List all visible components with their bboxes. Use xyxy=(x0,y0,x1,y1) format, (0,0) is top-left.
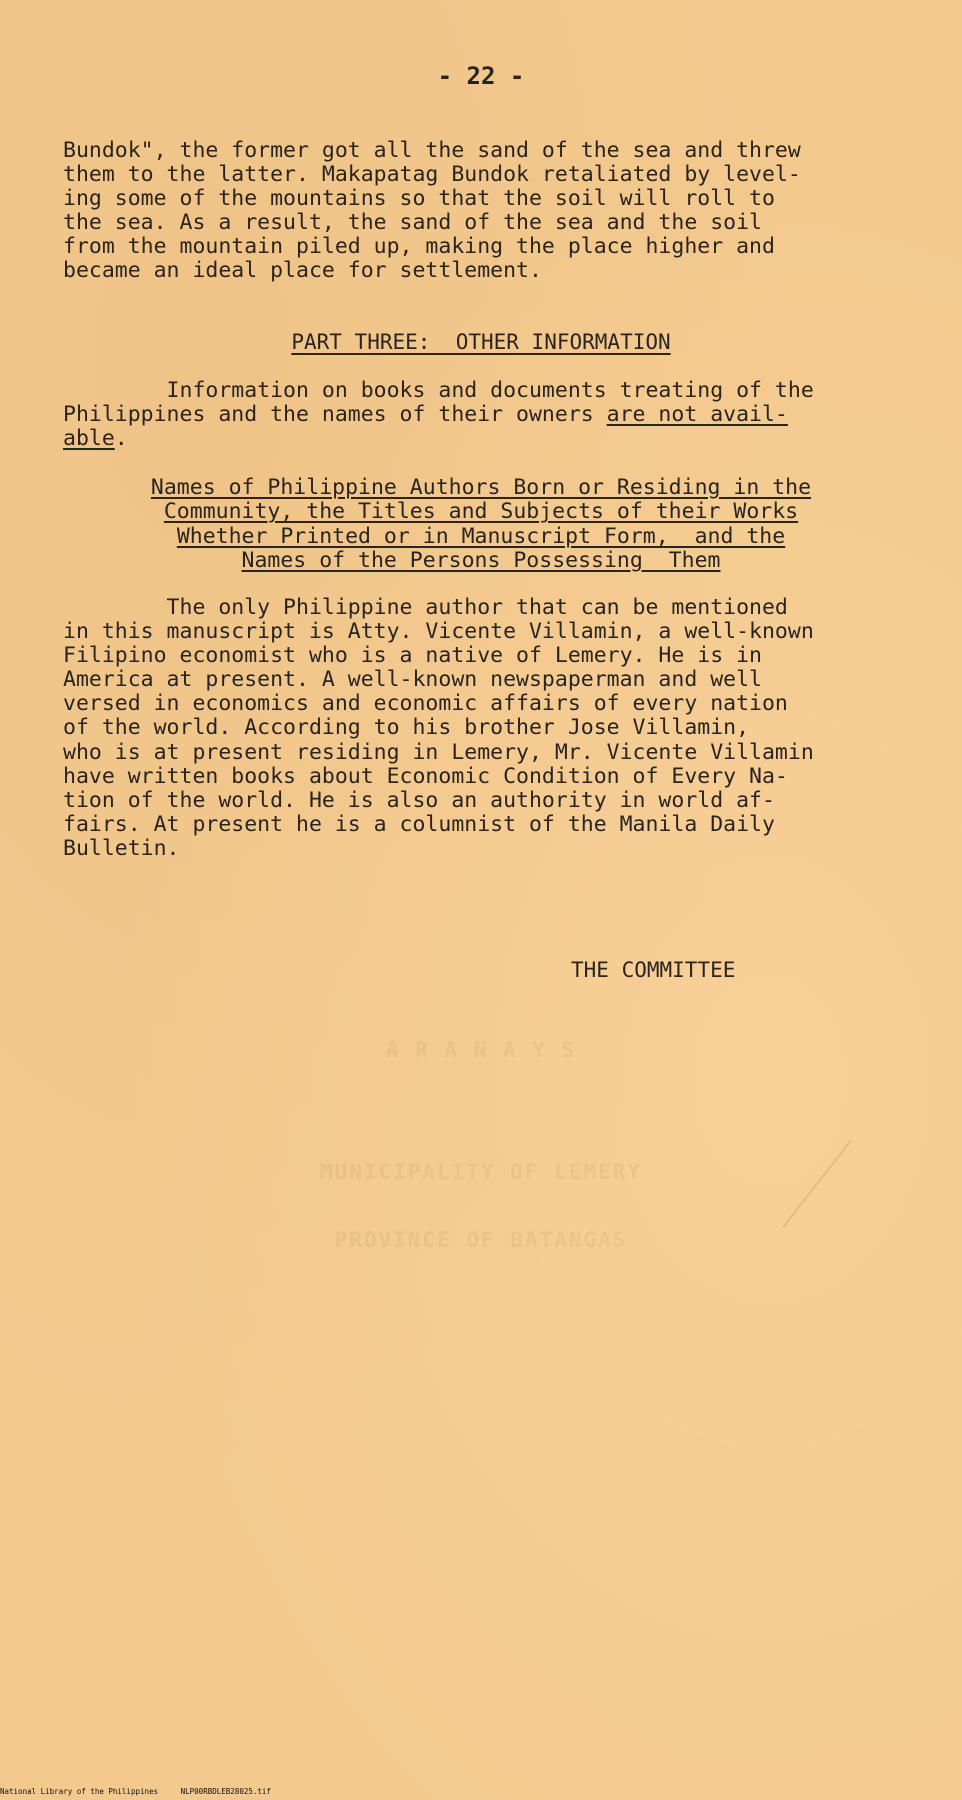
text-line: from the mountain piled up, making the place higher and xyxy=(63,234,775,260)
text-line: in this manuscript is Atty. Vicente Villamin, a well-known xyxy=(63,619,814,645)
subheading-line: Whether Printed or in Manuscript Form, and the xyxy=(176,523,786,549)
paragraph-author-villamin xyxy=(63,596,923,861)
text-line: Information on books and documents treating of the xyxy=(63,378,814,403)
bleed-through-mark: PROVINCE OF BATANGAS xyxy=(334,1228,628,1252)
text-line: have written books about Economic Condition of Every Na- xyxy=(63,763,788,789)
subheading-authors xyxy=(0,476,962,573)
text-line: Bundok", the former got all the sand of the sea and threw xyxy=(63,138,801,163)
text-line: became an ideal place for settlement. xyxy=(63,258,542,284)
text-line: Philippines and the names of their owners xyxy=(63,402,607,428)
text-line: ing some of the mountains so that the soil will roll to xyxy=(63,186,775,212)
text-line: tion of the world. He is also an authority in world af- xyxy=(63,787,775,813)
bleed-through-mark: MUNICIPALITY OF LEMERY xyxy=(319,1160,643,1184)
text-line: Bulletin. xyxy=(63,835,180,861)
underlined-text: are not avail- xyxy=(606,402,788,428)
text-line: the sea. As a result, the sand of the sea and the soil xyxy=(63,210,762,236)
footer-filename: NLP00RBDLEB28025.tif xyxy=(180,1787,271,1796)
text-line: . xyxy=(114,426,128,452)
subheading-line: Names of Philippine Authors Born or Residing in the xyxy=(150,475,812,500)
signature-committee: THE COMMITTEE xyxy=(571,958,736,982)
paragraph-legend-continuation xyxy=(63,139,923,284)
text-line: America at present. A well-known newspaperman and well xyxy=(63,667,762,693)
text-line: fairs. At present he is a columnist of the Manila Daily xyxy=(63,811,775,837)
paragraph-books-info xyxy=(63,379,923,451)
page-number: - 22 - xyxy=(437,62,525,90)
bleed-through-mark: A R A N A Y S xyxy=(385,1038,577,1062)
text-line: versed in economics and economic affairs of every nation xyxy=(63,691,788,717)
text-line: The only Philippine author that can be mentioned xyxy=(63,595,788,620)
underlined-text: able xyxy=(63,426,115,452)
text-line: who is at present residing in Lemery, Mr. Vicente Villamin xyxy=(63,739,814,765)
section-title: PART THREE: OTHER INFORMATION xyxy=(291,330,671,354)
text-line: Filipino economist who is a native of Lemery. He is in xyxy=(63,643,762,669)
text-line: them to the latter. Makapatag Bundok retaliated by level- xyxy=(63,162,801,188)
subheading-line: Names of the Persons Possessing Them xyxy=(241,547,721,573)
footer-library: National Library of the Philippines xyxy=(0,1787,159,1796)
text-line: of the world. According to his brother Jose Villamin, xyxy=(63,715,750,741)
subheading-line: Community, the Titles and Subjects of their Works xyxy=(163,499,799,525)
scan-footer xyxy=(0,1787,271,1796)
